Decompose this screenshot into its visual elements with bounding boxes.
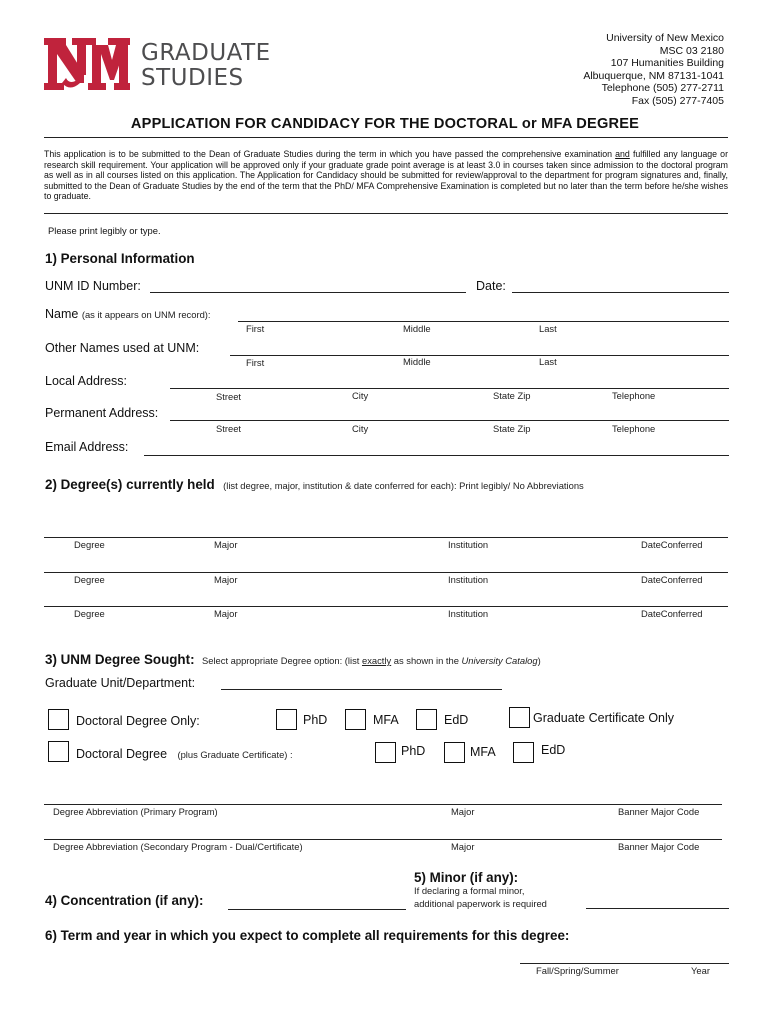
- plus-mfa-label: MFA: [470, 745, 496, 759]
- degree-row-3-line[interactable]: [44, 606, 728, 607]
- degree-2-caption: Degree: [74, 574, 105, 585]
- name-note: (as it appears on UNM record):: [81, 309, 211, 320]
- major-1-caption: Major: [214, 539, 238, 550]
- name-label-text: Name: [45, 307, 79, 321]
- degrees-held-note: (list degree, major, institution & date conferred for each): Print legibly/ No Abbreviations: [223, 480, 584, 491]
- other-names-label: Other Names used at UNM:: [45, 341, 200, 355]
- major-3-caption: Major: [214, 608, 238, 619]
- note-part-end: ): [537, 655, 541, 666]
- degree-3-caption: Degree: [74, 608, 105, 619]
- note-part-mid: as shown in the: [391, 655, 462, 666]
- secondary-major-caption: Major: [451, 841, 475, 852]
- note-exactly: exactly: [361, 655, 392, 666]
- local-address-field[interactable]: [170, 388, 729, 389]
- degree-row-2-line[interactable]: [44, 572, 728, 573]
- local-street-caption: Street: [216, 391, 242, 402]
- plus-cert-text: (plus Graduate Certificate) :: [177, 749, 293, 760]
- address-line: MSC 03 2180: [659, 44, 724, 57]
- doctoral-mfa-label: MFA: [373, 713, 399, 727]
- term-field[interactable]: [520, 963, 729, 964]
- degree-sought-heading: 3) UNM Degree Sought:: [45, 652, 195, 667]
- print-note: Please print legibly or type.: [48, 225, 161, 236]
- degree-1-caption: Degree: [74, 539, 105, 550]
- logo-title-studies: STUDIES: [141, 65, 244, 91]
- date-field[interactable]: [512, 292, 729, 293]
- perm-street-caption: Street: [216, 423, 242, 434]
- address-line: University of New Mexico: [606, 32, 724, 44]
- degree-row-1-line[interactable]: [44, 537, 728, 538]
- personal-info-heading: 1) Personal Information: [45, 251, 195, 266]
- form-title: APPLICATION FOR CANDIDACY FOR THE DOCTORAL or MFA DEGREE: [130, 116, 640, 132]
- concentration-heading: 4) Concentration (if any):: [45, 893, 204, 908]
- doctoral-only-label: Doctoral Degree Only:: [76, 714, 200, 728]
- abbr-secondary-caption: Degree Abbreviation (Secondary Program - Dual/Certificate): [53, 841, 303, 852]
- primary-banner-caption: Banner Major Code: [618, 806, 700, 817]
- plus-edd-checkbox[interactable]: [513, 742, 534, 763]
- year-caption: Year: [691, 965, 710, 976]
- local-city-caption: City: [352, 390, 369, 401]
- local-address-label: Local Address:: [45, 374, 127, 388]
- other-names-field[interactable]: [230, 355, 729, 356]
- doctoral-edd-label: EdD: [444, 713, 469, 727]
- date-conferred-2-caption: DateConferred: [641, 574, 703, 585]
- grad-unit-field[interactable]: [221, 689, 502, 690]
- note-part: Select appropriate Degree option: (list: [202, 655, 362, 666]
- perm-city-caption: City: [352, 423, 369, 434]
- note-catalog: University Catalog: [461, 655, 538, 666]
- address-line: Fax (505) 277-7405: [631, 94, 724, 107]
- degree-sought-header: [45, 651, 541, 669]
- term-caption: Fall/Spring/Summer: [536, 965, 619, 976]
- email-label: Email Address:: [45, 440, 129, 454]
- other-middle-caption: Middle: [403, 356, 431, 367]
- unm-logo-mark-icon: [44, 38, 130, 92]
- doctoral-edd-checkbox[interactable]: [416, 709, 437, 730]
- intro-text-rest: fulfilled any language or research skill requirement. Your application will be approved only if your graduate grade point average is at least 3.0 in courses taken since admission to the doctoral program as well as in all courses listed on this application. The Application for Candidacy should be submitted for review/approval to the department for program signatures and, finally, submitted to the Dean of Graduate Studies by the end of the term that the PhD/ MFA Comprehensive Examination is completed but no later than the term before he/she wishes to graduate.: [44, 149, 728, 202]
- plus-phd-checkbox[interactable]: [375, 742, 396, 763]
- email-field[interactable]: [144, 455, 729, 456]
- unm-id-label: UNM ID Number:: [45, 279, 141, 293]
- intro-and: and: [615, 149, 630, 159]
- address-block: [583, 32, 724, 108]
- unm-id-field[interactable]: [150, 292, 466, 293]
- local-state-zip-caption: State Zip: [493, 390, 531, 401]
- date-conferred-1-caption: DateConferred: [641, 539, 703, 550]
- degree-sought-note: [202, 655, 541, 666]
- doctoral-plus-text: Doctoral Degree: [76, 747, 168, 761]
- grad-cert-only-checkbox[interactable]: [509, 707, 530, 728]
- doctoral-plus-label: [76, 745, 293, 763]
- date-conferred-3-caption: DateConferred: [641, 608, 703, 619]
- concentration-field[interactable]: [228, 909, 406, 910]
- address-line: Albuquerque, NM 87131-1041: [583, 69, 724, 82]
- major-2-caption: Major: [214, 574, 238, 585]
- degrees-held-heading: 2) Degree(s) currently held: [45, 477, 215, 492]
- doctoral-plus-checkbox[interactable]: [48, 741, 69, 762]
- date-label: Date:: [476, 279, 506, 293]
- name-first-caption: First: [246, 323, 265, 334]
- abbr-primary-line[interactable]: [44, 804, 722, 805]
- plus-phd-label: PhD: [401, 744, 426, 758]
- institution-2-caption: Institution: [448, 574, 489, 585]
- minor-field[interactable]: [586, 908, 729, 909]
- title-divider: [44, 137, 728, 138]
- doctoral-mfa-checkbox[interactable]: [345, 709, 366, 730]
- minor-heading: 5) Minor (if any):: [414, 870, 519, 885]
- unm-logo: [44, 38, 130, 92]
- name-field[interactable]: [238, 321, 729, 322]
- name-middle-caption: Middle: [403, 323, 431, 334]
- intro-divider: [44, 213, 728, 214]
- grad-unit-label: Graduate Unit/Department:: [45, 676, 196, 690]
- local-telephone-caption: Telephone: [612, 390, 656, 401]
- address-line: Telephone (505) 277-2711: [601, 82, 724, 95]
- minor-note-1: If declaring a formal minor,: [414, 885, 525, 896]
- intro-text: This application is to be submitted to the Dean of Graduate Studies during the term in which you have passed the comprehensive examination: [44, 149, 616, 159]
- minor-note-2: additional paperwork is required: [414, 898, 547, 909]
- institution-1-caption: Institution: [448, 539, 489, 550]
- other-first-caption: First: [246, 357, 265, 368]
- doctoral-only-checkbox[interactable]: [48, 709, 69, 730]
- intro-paragraph: [44, 149, 728, 202]
- doctoral-phd-checkbox[interactable]: [276, 709, 297, 730]
- term-heading: 6) Term and year in which you expect to complete all requirements for this degree:: [45, 928, 570, 943]
- plus-edd-label: EdD: [541, 743, 566, 757]
- grad-cert-only-label: Graduate Certificate Only: [533, 711, 675, 725]
- perm-telephone-caption: Telephone: [612, 423, 656, 434]
- abbr-secondary-line[interactable]: [44, 839, 722, 840]
- institution-3-caption: Institution: [448, 608, 489, 619]
- permanent-address-label: Permanent Address:: [45, 406, 159, 420]
- degrees-held-header: [45, 476, 584, 494]
- abbr-primary-caption: Degree Abbreviation (Primary Program): [53, 806, 218, 817]
- address-line: 107 Humanities Building: [610, 57, 724, 70]
- name-last-caption: Last: [539, 323, 557, 334]
- perm-state-zip-caption: State Zip: [493, 423, 531, 434]
- logo-title-graduate: GRADUATE: [141, 40, 271, 66]
- other-last-caption: Last: [539, 356, 557, 367]
- primary-major-caption: Major: [451, 806, 475, 817]
- plus-mfa-checkbox[interactable]: [444, 742, 465, 763]
- doctoral-phd-label: PhD: [303, 713, 328, 727]
- permanent-address-field[interactable]: [170, 420, 729, 421]
- secondary-banner-caption: Banner Major Code: [618, 841, 700, 852]
- name-label: [45, 307, 211, 321]
